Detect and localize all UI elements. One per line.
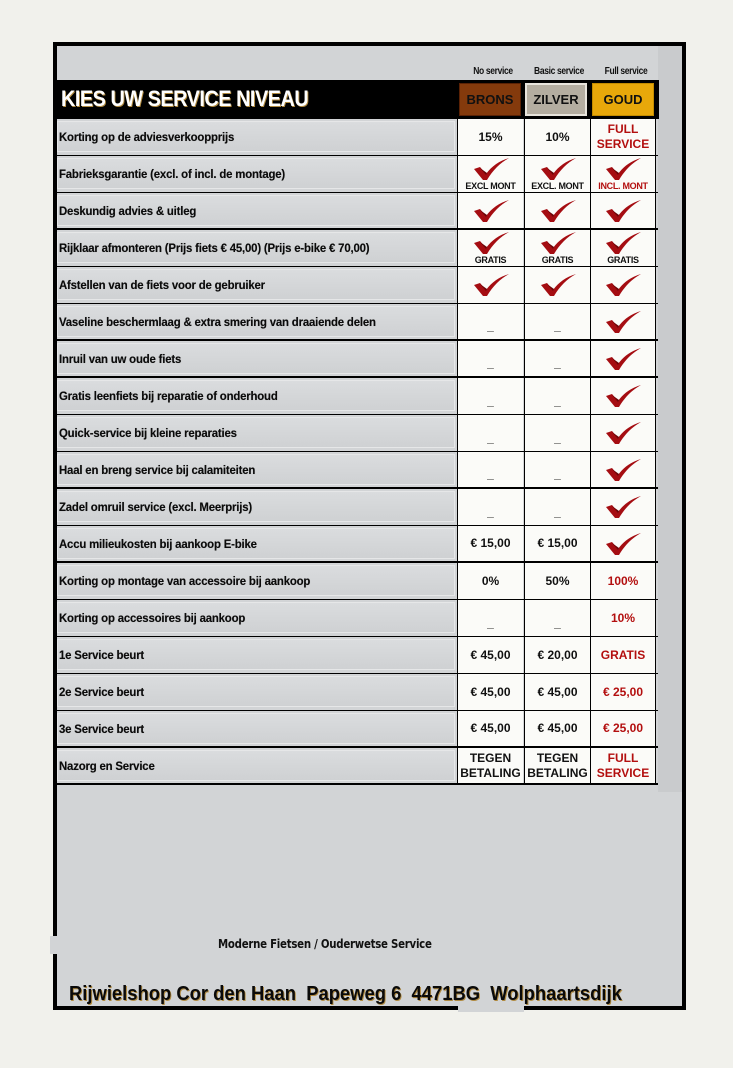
tier-cell-goud bbox=[590, 304, 656, 339]
checkmark-icon bbox=[604, 157, 642, 181]
checkmark-icon bbox=[604, 273, 642, 297]
tier-cell-brons bbox=[457, 193, 523, 228]
cell-note: GRATIS bbox=[474, 255, 507, 265]
cell-value: GRATIS bbox=[600, 647, 646, 662]
tier-sublabel-brons: No service bbox=[473, 66, 513, 77]
tier-cell-brons bbox=[457, 526, 523, 561]
checkmark-icon bbox=[604, 532, 642, 556]
checkmark-icon bbox=[539, 157, 577, 181]
row-label bbox=[57, 713, 455, 744]
row-label-text: Rijklaar afmonteren (Prijs fiets € 45,00) (Prijs e-bike € 70,00) bbox=[59, 240, 370, 255]
cell-value: 10% bbox=[610, 610, 636, 625]
table-row bbox=[55, 674, 658, 711]
page-title: KIES UW SERVICE NIVEAU bbox=[61, 86, 309, 111]
dash-value: _ bbox=[554, 504, 561, 519]
cell-value: 15% bbox=[478, 129, 503, 144]
tier-cell-brons bbox=[457, 156, 523, 192]
tier-cell-zilver bbox=[524, 378, 590, 414]
checkmark-icon bbox=[604, 347, 642, 371]
tier-cell-brons bbox=[457, 267, 523, 303]
tier-brons: BRONS bbox=[459, 83, 521, 116]
cell-note: GRATIS bbox=[607, 255, 639, 265]
table-row bbox=[55, 563, 658, 600]
table-row bbox=[55, 637, 658, 674]
row-label bbox=[57, 380, 455, 411]
row-label bbox=[57, 565, 455, 596]
row-label bbox=[57, 639, 455, 670]
cell-value: TEGEN BETALING bbox=[527, 750, 588, 780]
tier-cell-zilver bbox=[524, 156, 590, 192]
tier-cell-goud bbox=[590, 637, 656, 673]
row-label-text: Haal en breng service bij calamiteiten bbox=[59, 462, 256, 477]
tier-cell-goud bbox=[590, 267, 656, 303]
tier-cell-brons bbox=[457, 563, 523, 599]
table-row bbox=[55, 452, 658, 489]
table-row bbox=[55, 341, 658, 378]
table-row bbox=[55, 230, 658, 267]
tier-cell-brons bbox=[457, 748, 523, 783]
slogan: Moderne Fietsen / Ouderwetse Service bbox=[218, 937, 432, 951]
shop-address: Rijwielshop Cor den Haan Papeweg 6 4471BG Wolphaartsdijk bbox=[69, 983, 622, 1005]
row-label bbox=[57, 676, 455, 707]
tier-cell-goud bbox=[590, 119, 656, 155]
cell-value: TEGEN BETALING bbox=[460, 750, 521, 780]
cell-value: € 45,00 bbox=[537, 684, 578, 699]
row-label bbox=[57, 454, 455, 485]
cell-value: € 15,00 bbox=[470, 536, 511, 550]
row-label bbox=[57, 306, 455, 337]
row-label-text: Zadel omruil service (excl. Meerprijs) bbox=[59, 499, 252, 514]
tier-cell-goud bbox=[590, 230, 656, 266]
tier-cell-goud bbox=[590, 452, 656, 487]
dash-value: _ bbox=[554, 393, 561, 408]
tier-cell-zilver bbox=[524, 452, 590, 487]
cell-note: GRATIS bbox=[541, 255, 574, 265]
tier-cell-brons bbox=[457, 304, 523, 339]
cell-value: 10% bbox=[545, 129, 570, 144]
row-label bbox=[57, 602, 455, 633]
title-bar bbox=[55, 80, 659, 119]
checkmark-icon bbox=[604, 421, 642, 445]
row-label-text: 1e Service beurt bbox=[59, 647, 145, 662]
row-label bbox=[57, 121, 455, 152]
tier-cell-zilver bbox=[524, 267, 590, 303]
dash-value: _ bbox=[554, 356, 561, 370]
tier-cell-brons bbox=[457, 600, 523, 636]
tier-cell-brons bbox=[457, 674, 523, 710]
dash-value: _ bbox=[554, 430, 561, 445]
checkmark-icon bbox=[604, 231, 642, 255]
frame-side-panel bbox=[658, 46, 682, 792]
tier-cell-zilver bbox=[524, 489, 590, 525]
dash-value: _ bbox=[487, 467, 494, 481]
cell-value: 50% bbox=[545, 573, 570, 588]
checkmark-icon bbox=[539, 273, 577, 297]
row-label-text: Nazorg en Service bbox=[59, 758, 155, 773]
tier-sublabel-zilver: Basic service bbox=[534, 66, 584, 77]
checkmark-icon bbox=[604, 199, 642, 223]
tier-sublabels bbox=[458, 66, 658, 78]
cell-value: € 45,00 bbox=[470, 684, 511, 699]
checkmark-icon bbox=[472, 157, 510, 181]
cell-value: € 25,00 bbox=[602, 721, 644, 735]
tier-cell-goud bbox=[590, 600, 656, 636]
frame-gap bbox=[458, 1006, 524, 1012]
cell-note: INCL. MONT bbox=[598, 181, 648, 191]
table-row bbox=[55, 378, 658, 415]
row-label-text: Fabrieksgarantie (excl. of incl. de montage) bbox=[59, 166, 286, 181]
cell-value: 100% bbox=[607, 573, 639, 588]
row-label bbox=[57, 195, 455, 226]
table-row bbox=[55, 415, 658, 452]
checkmark-icon bbox=[539, 199, 577, 223]
checkmark-icon bbox=[472, 231, 510, 255]
table-row bbox=[55, 304, 658, 341]
checkmark-icon bbox=[539, 231, 577, 255]
table-row bbox=[55, 748, 658, 785]
row-label-text: Accu milieukosten bij aankoop E-bike bbox=[59, 536, 257, 551]
tier-cell-brons bbox=[457, 119, 523, 155]
tier-cell-brons bbox=[457, 378, 523, 414]
tier-cell-brons bbox=[457, 341, 523, 376]
tier-sublabel-goud: Full service bbox=[604, 66, 648, 77]
table-row bbox=[55, 600, 658, 637]
row-label-text: 3e Service beurt bbox=[59, 721, 145, 736]
row-label-text: Deskundig advies & uitleg bbox=[59, 203, 197, 218]
table-row bbox=[55, 156, 658, 193]
service-comparison-table bbox=[55, 119, 658, 785]
tier-cell-zilver bbox=[524, 711, 590, 746]
tier-cell-goud bbox=[590, 341, 656, 376]
row-label bbox=[57, 269, 455, 300]
dash-value: _ bbox=[554, 467, 561, 481]
cell-value: FULL SERVICE bbox=[596, 750, 650, 780]
tier-cell-goud bbox=[590, 415, 656, 451]
tier-cell-zilver bbox=[524, 600, 590, 636]
dash-value: _ bbox=[487, 504, 494, 519]
row-label-text: Gratis leenfiets bij reparatie of onderhoud bbox=[59, 388, 278, 403]
tier-cell-goud bbox=[590, 156, 656, 192]
checkmark-icon bbox=[604, 310, 642, 334]
row-label bbox=[57, 750, 455, 781]
row-label bbox=[57, 528, 455, 559]
tier-cell-brons bbox=[457, 452, 523, 487]
dash-value: _ bbox=[487, 615, 494, 630]
dash-value: _ bbox=[554, 319, 561, 333]
tier-cell-zilver bbox=[524, 119, 590, 155]
dash-value: _ bbox=[487, 356, 494, 370]
cell-value: € 20,00 bbox=[537, 647, 578, 662]
dash-value: _ bbox=[487, 430, 494, 445]
cell-value: € 45,00 bbox=[537, 721, 578, 735]
cell-value: € 15,00 bbox=[537, 536, 578, 550]
tier-cell-brons bbox=[457, 711, 523, 746]
cell-value: € 45,00 bbox=[470, 647, 511, 662]
checkmark-icon bbox=[604, 495, 642, 519]
cell-value: € 45,00 bbox=[470, 721, 511, 735]
dash-value: _ bbox=[554, 615, 561, 630]
frame-gap bbox=[50, 936, 58, 954]
cell-value: € 25,00 bbox=[602, 684, 644, 699]
checkmark-icon bbox=[472, 273, 510, 297]
tier-cell-zilver bbox=[524, 193, 590, 228]
tier-cell-brons bbox=[457, 230, 523, 266]
tier-cell-goud bbox=[590, 193, 656, 228]
row-label-text: Vaseline beschermlaag & extra smering van draaiende delen bbox=[59, 314, 376, 329]
table-row bbox=[55, 711, 658, 748]
tier-cell-zilver bbox=[524, 230, 590, 266]
tier-zilver: ZILVER bbox=[525, 83, 587, 116]
tier-cell-goud bbox=[590, 378, 656, 414]
tier-cell-zilver bbox=[524, 748, 590, 783]
row-label-text: Inruil van uw oude fiets bbox=[59, 351, 182, 366]
checkmark-icon bbox=[604, 458, 642, 482]
tier-cell-zilver bbox=[524, 304, 590, 339]
row-label-text: Korting op accessoires bij aankoop bbox=[59, 610, 246, 625]
cell-note: EXCL MONT bbox=[465, 181, 516, 191]
tier-cell-goud bbox=[590, 563, 656, 599]
tier-goud: GOUD bbox=[592, 83, 654, 116]
table-row bbox=[55, 526, 658, 563]
tier-cell-zilver bbox=[524, 526, 590, 561]
tier-cell-goud bbox=[590, 674, 656, 710]
dash-value: _ bbox=[487, 393, 494, 408]
cell-value: 0% bbox=[481, 573, 500, 588]
row-label-text: Quick-service bij kleine reparaties bbox=[59, 425, 237, 440]
row-label bbox=[57, 158, 455, 189]
tier-cell-zilver bbox=[524, 563, 590, 599]
cell-note: EXCL. MONT bbox=[531, 181, 584, 191]
table-row bbox=[55, 489, 658, 526]
row-label-text: 2e Service beurt bbox=[59, 684, 145, 699]
row-label bbox=[57, 417, 455, 448]
table-row bbox=[55, 119, 658, 156]
row-label-text: Korting op montage van accessoire bij aankoop bbox=[59, 573, 311, 588]
checkmark-icon bbox=[472, 199, 510, 223]
tier-cell-goud bbox=[590, 711, 656, 746]
tier-cell-brons bbox=[457, 415, 523, 451]
tier-cell-goud bbox=[590, 489, 656, 525]
tier-cell-brons bbox=[457, 637, 523, 673]
row-label-text: Afstellen van de fiets voor de gebruiker bbox=[59, 277, 265, 292]
row-label bbox=[57, 343, 455, 374]
tier-cell-zilver bbox=[524, 341, 590, 376]
table-row bbox=[55, 193, 658, 230]
row-label bbox=[57, 232, 455, 263]
tier-cell-brons bbox=[457, 489, 523, 525]
row-label bbox=[57, 491, 455, 522]
row-label-text: Korting op de adviesverkoopprijs bbox=[59, 129, 235, 144]
tier-cell-zilver bbox=[524, 637, 590, 673]
tier-cell-goud bbox=[590, 526, 656, 561]
tier-cell-zilver bbox=[524, 415, 590, 451]
tier-cell-goud bbox=[590, 748, 656, 783]
table-row bbox=[55, 267, 658, 304]
cell-value: FULL SERVICE bbox=[596, 122, 650, 151]
dash-value: _ bbox=[487, 319, 494, 333]
tier-cell-zilver bbox=[524, 674, 590, 710]
checkmark-icon bbox=[604, 384, 642, 408]
